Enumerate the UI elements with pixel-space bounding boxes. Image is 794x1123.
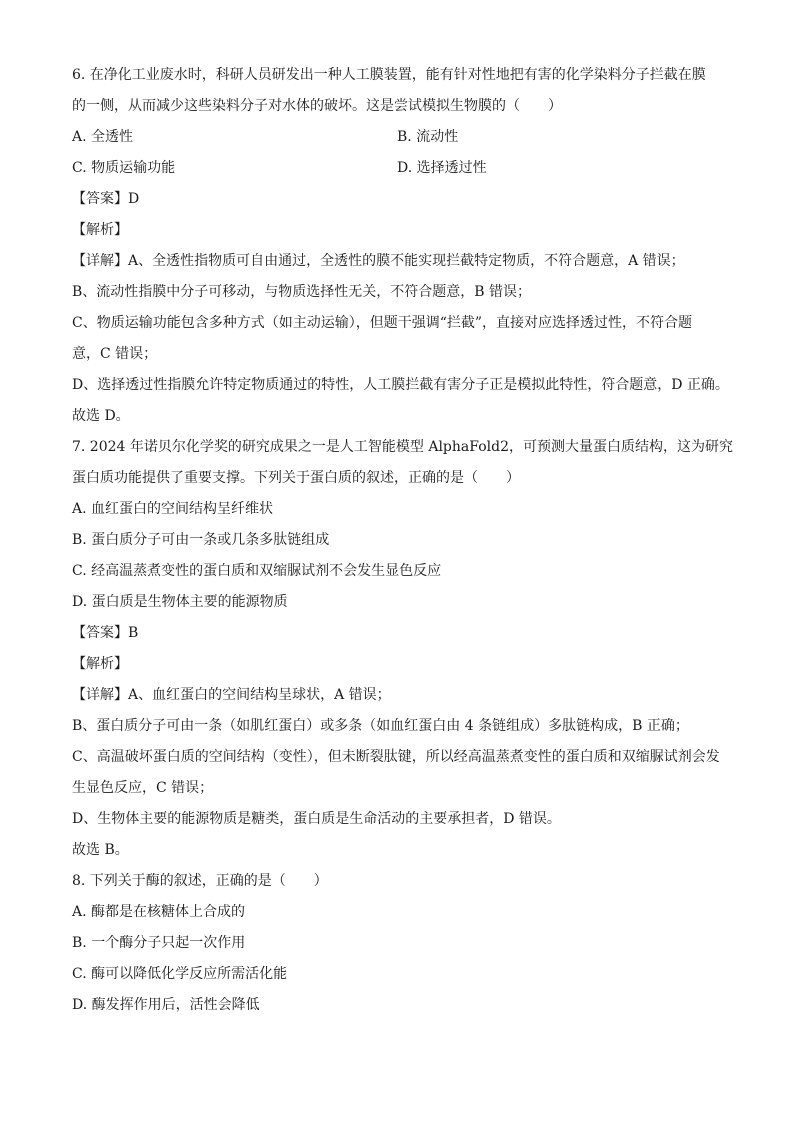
option-a: A. 全透性: [72, 129, 134, 145]
conclusion-line: 故选 B。: [72, 842, 129, 858]
question-6: [72, 60, 729, 432]
analysis-line: 【详解】A、全透性指物质可自由通过，全透性的膜不能实现拦截特定物质，不符合题意，A 错误；: [72, 253, 685, 269]
option-a: A. 酶都是在核糖体上合成的: [72, 904, 246, 920]
question-8: [72, 866, 722, 1021]
option-b: B. 一个酶分子只起一次作用: [72, 935, 246, 951]
question-7: [72, 432, 733, 866]
question-stem: 6. 在净化工业废水时，科研人员研发出一种人工膜装置，能有针对性地把有害的化学染料分子拦截在膜: [72, 67, 706, 83]
analysis-line: B、蛋白质分子可由一条（如肌红蛋白）或多条（如血红蛋白由 4 条链组成）多肽链构成，B 正确；: [72, 718, 689, 734]
question-stem: 蛋白质功能提供了重要支撑。下列关于蛋白质的叙述，正确的是（ ）: [72, 470, 520, 486]
answer-line: 【答案】B: [72, 625, 139, 641]
exam-page: [72, 60, 733, 1021]
option-c: C. 酶可以降低化学反应所需活化能: [72, 966, 288, 982]
analysis-line: C、高温破坏蛋白质的空间结构（变性），但未断裂肽键，所以经高温蒸煮变性的蛋白质和双缩脲试剂会发: [72, 749, 720, 765]
analysis-line: B、流动性指膜中分子可移动，与物质选择性无关，不符合题意，B 错误；: [72, 284, 532, 300]
analysis-line: 【详解】A、血红蛋白的空间结构呈球状，A 错误；: [72, 687, 391, 703]
analysis-line: D、选择透过性指膜允许特定物质通过的特性，人工膜拦截有害分子正是模拟此特性，符合题意，D 正确。: [72, 377, 729, 393]
question-stem: 8. 下列关于酶的叙述，正确的是（ ）: [72, 873, 328, 889]
analysis-heading: 【解析】: [72, 222, 128, 238]
question-stem: 7. 2024 年诺贝尔化学奖的研究成果之一是人工智能模型 AlphaFold2，可预测大量蛋白质结构，这为研究: [72, 439, 733, 455]
option-row: [72, 122, 722, 153]
analysis-line: 生显色反应，C 错误；: [72, 780, 214, 796]
option-b: B. 流动性: [397, 129, 459, 145]
conclusion-line: 故选 D。: [72, 408, 130, 424]
option-a: A. 血红蛋白的空间结构呈纤维状: [72, 501, 274, 517]
option-c: C. 物质运输功能: [72, 160, 176, 176]
analysis-line: D、生物体主要的能源物质是糖类，蛋白质是生命活动的主要承担者，D 错误。: [72, 811, 561, 827]
option-d: D. 酶发挥作用后，活性会降低: [72, 997, 260, 1013]
analysis-heading: 【解析】: [72, 656, 128, 672]
analysis-line: C、物质运输功能包含多种方式（如主动运输），但题干强调“拦截”，直接对应选择透过性，不符合题: [72, 315, 693, 331]
answer-line: 【答案】D: [72, 191, 140, 207]
option-d: D. 选择透过性: [397, 160, 487, 176]
option-c: C. 经高温蒸煮变性的蛋白质和双缩脲试剂不会发生显色反应: [72, 563, 442, 579]
question-stem: 的一侧，从而减少这些染料分子对水体的破坏。这是尝试模拟生物膜的（ ）: [72, 98, 562, 114]
option-d: D. 蛋白质是生物体主要的能源物质: [72, 594, 288, 610]
analysis-line: 意，C 错误；: [72, 346, 158, 362]
option-b: B. 蛋白质分子可由一条或几条多肽链组成: [72, 532, 330, 548]
option-row: [72, 153, 722, 184]
